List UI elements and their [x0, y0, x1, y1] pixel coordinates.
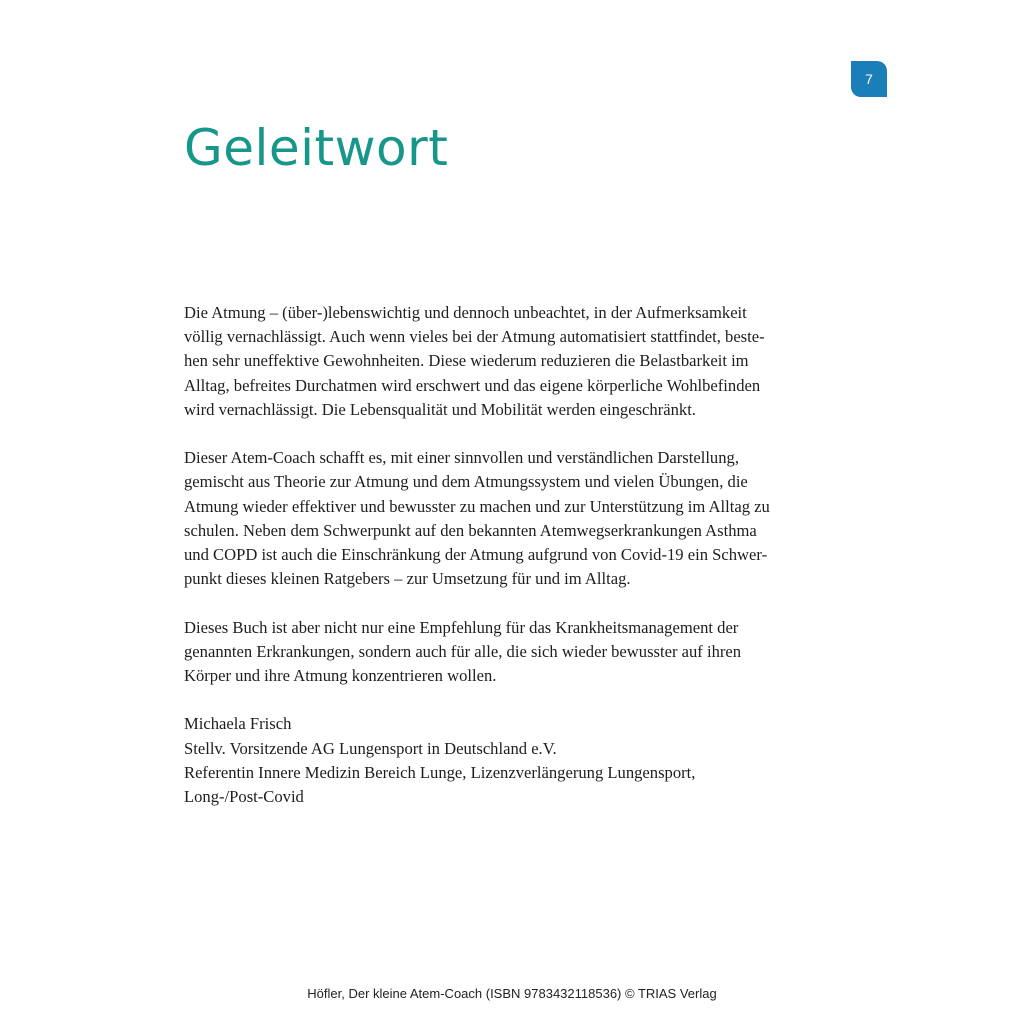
text-line: genannten Erkrankungen, sondern auch für alle, die sich wieder bewusster auf ihren	[184, 641, 742, 661]
text-line: Atmung wieder effektiver und bewusster zu machen und zur Unterstützung im Alltag zu	[184, 496, 770, 516]
signature-block	[184, 712, 844, 809]
text-line: und COPD ist auch die Einschränkung der Atmung aufgrund von Covid-19 ein Schwer-	[184, 545, 768, 565]
signature-role: Stellv. Vorsitzende AG Lungensport in Deutschland e.V.	[184, 738, 557, 758]
text-line: gemischt aus Theorie zur Atmung und dem Atmungssystem und vielen Übungen, die	[184, 472, 748, 492]
page-number-badge: 7	[851, 61, 887, 97]
text-line: völlig vernachlässigt. Auch wenn vieles bei der Atmung automatisiert stattfindet, beste-	[184, 327, 765, 347]
signature-role: Long-/Post-Covid	[184, 787, 304, 807]
signature-role: Referentin Innere Medizin Bereich Lunge, Lizenzverlängerung Lungensport,	[184, 762, 696, 782]
text-line: Körper und ihre Atmung konzentrieren wollen.	[184, 666, 497, 686]
text-line: Alltag, befreites Durchatmen wird erschwert und das eigene körperliche Wohlbefinden	[184, 375, 761, 395]
text-line: Dieser Atem-Coach schafft es, mit einer sinnvollen und verständlichen Darstellung,	[184, 448, 739, 468]
signature-name: Michaela Frisch	[184, 714, 292, 734]
body-text	[184, 301, 844, 809]
page-title: Geleitwort	[184, 119, 449, 177]
page-footer: Höfler, Der kleine Atem-Coach (ISBN 9783432118536) © TRIAS Verlag	[307, 986, 717, 1001]
text-line: Dieses Buch ist aber nicht nur eine Empfehlung für das Krankheitsmanagement der	[184, 617, 739, 637]
text-line: punkt dieses kleinen Ratgebers – zur Umsetzung für und im Alltag.	[184, 569, 631, 589]
text-line: Die Atmung – (über-)lebenswichtig und dennoch unbeachtet, in der Aufmerksamkeit	[184, 303, 747, 322]
text-line: wird vernachlässigt. Die Lebensqualität und Mobilität werden eingeschränkt.	[184, 399, 696, 419]
text-line: schulen. Neben dem Schwerpunkt auf den bekannten Atemwegserkrankungen Asthma	[184, 520, 757, 540]
paragraph-2	[184, 446, 844, 591]
paragraph-3	[184, 616, 844, 689]
paragraph-1	[184, 301, 844, 422]
text-line: hen sehr uneffektive Gewohnheiten. Diese wiederum reduzieren die Belastbarkeit im	[184, 351, 749, 371]
